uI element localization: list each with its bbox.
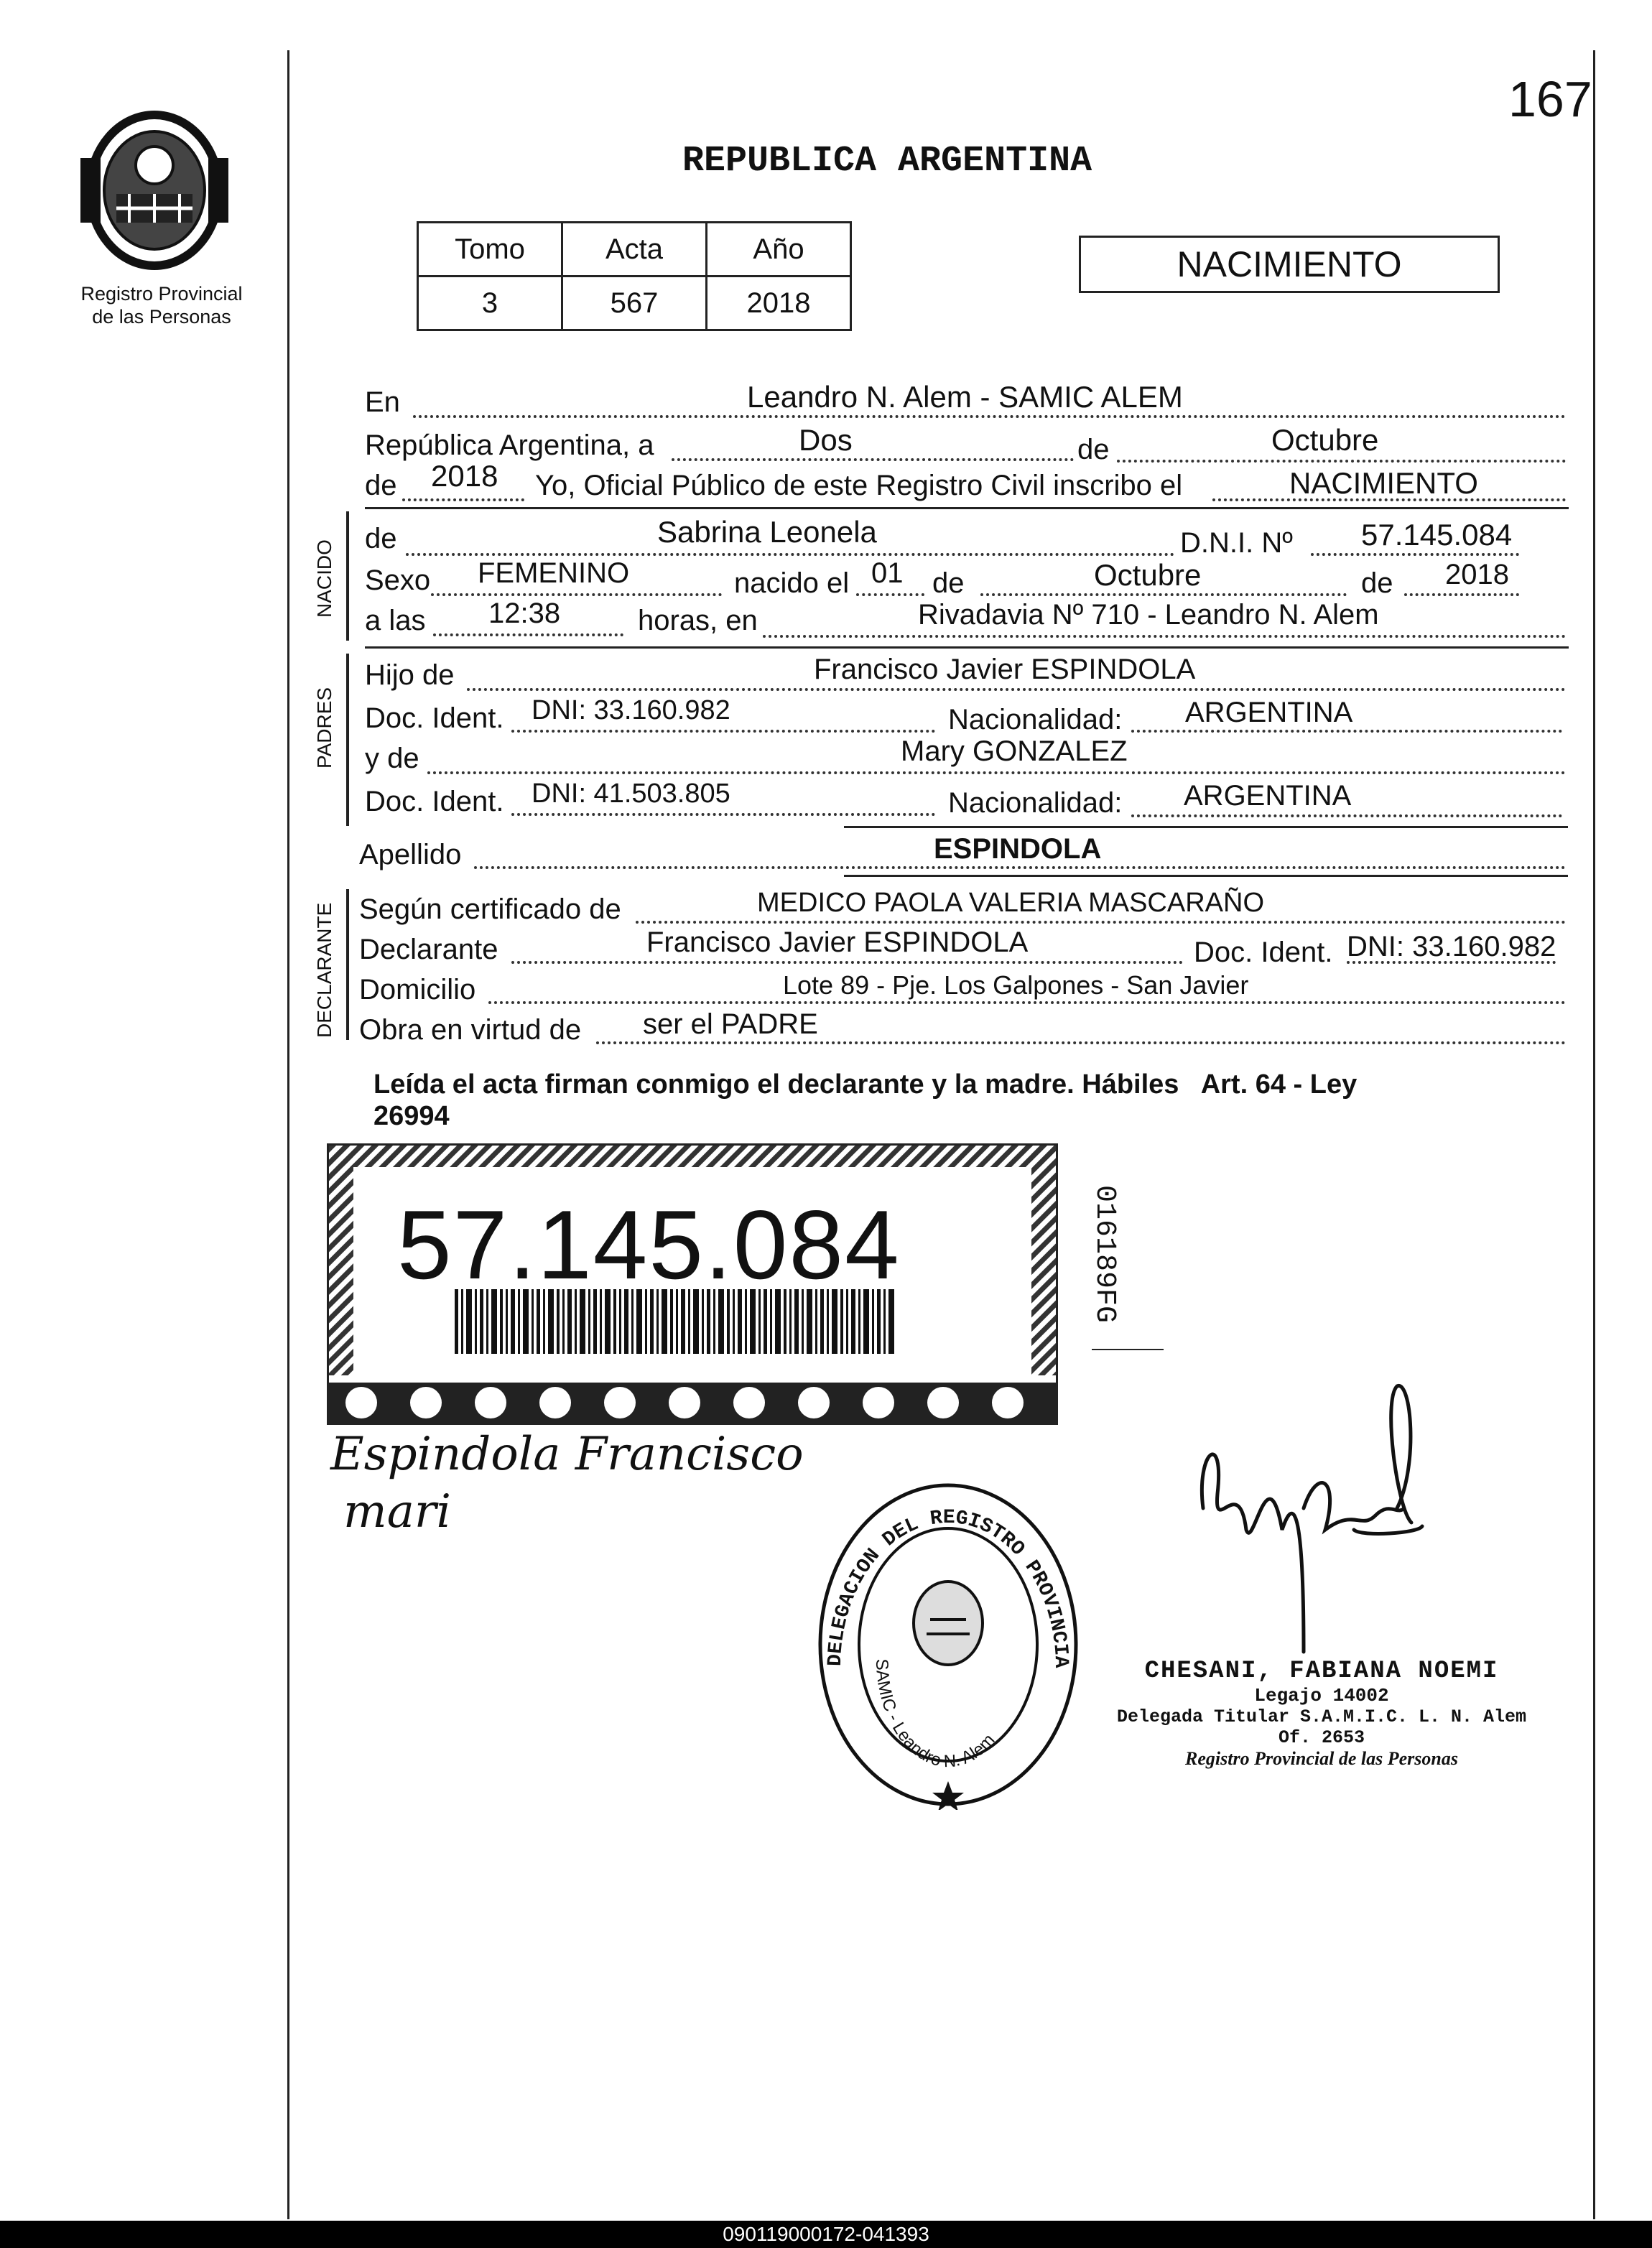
father-doc-dots — [511, 730, 935, 733]
logo-caption-line1: Registro Provincial — [80, 283, 243, 305]
official-role: Delegada Titular S.A.M.I.C. L. N. Alem Of. 2653 — [1116, 1706, 1527, 1748]
father-doc-value: DNI: 33.160.982 — [532, 695, 730, 725]
dni-sticker — [327, 1143, 1058, 1425]
father-nac-label: Nacionalidad: — [948, 704, 1123, 735]
nacido-dni-value: 57.145.084 — [1361, 518, 1513, 552]
yde-label: y de — [365, 743, 419, 774]
sticker-side-code: 016189FG — [1088, 1185, 1120, 1324]
divider-nacido-top — [365, 507, 1569, 509]
time-value: 12:38 — [488, 598, 561, 629]
handwriting-line2: mari — [343, 1485, 451, 1538]
year-dots — [402, 498, 524, 501]
acta-header-tomo: Tomo — [418, 223, 562, 277]
sexo-label: Sexo — [365, 565, 431, 596]
cert-value: MEDICO PAOLA VALERIA MASCARAÑO — [757, 888, 1265, 918]
decl-doc-value: DNI: 33.160.982 — [1347, 931, 1556, 962]
apellido-dots — [474, 866, 1566, 869]
page-title: REPUBLICA ARGENTINA — [682, 141, 1092, 182]
decl-doc-label: Doc. Ident. — [1194, 937, 1333, 968]
father-value: Francisco Javier ESPINDOLA — [814, 654, 1196, 685]
republica-label: República Argentina, a — [365, 429, 654, 461]
acta-value-anio: 2018 — [707, 277, 851, 330]
decl-value: Francisco Javier ESPINDOLA — [646, 926, 1029, 958]
cert-label: Según certificado de — [359, 893, 621, 925]
nacido-de-label: de — [365, 523, 397, 554]
birth-year-value: 2018 — [1445, 559, 1509, 590]
closing-text-line1: Leída el acta firman conmigo el declarante y la madre. Hábiles Art. 64 - Ley — [373, 1069, 1358, 1100]
right-margin-line — [1593, 50, 1595, 2219]
en-label: En — [365, 386, 400, 418]
month-value: Octubre — [1271, 423, 1379, 457]
record-type-box: NACIMIENTO — [1079, 236, 1500, 293]
footer-code: 090119000172-041393 — [0, 2221, 1652, 2248]
sexo-dots — [431, 593, 722, 596]
nacido-name-dots — [406, 553, 1174, 556]
acta-value-acta: 567 — [562, 277, 707, 330]
acta-table — [417, 221, 852, 331]
official-seal-icon — [812, 1480, 1085, 1810]
nacido-section-label: NACIDO — [313, 539, 335, 618]
logo-caption-line2: de las Personas — [92, 306, 231, 328]
mother-value: Mary GONZALEZ — [901, 735, 1128, 767]
mother-dots — [427, 771, 1566, 774]
republica-dots — [672, 458, 1074, 461]
birth-month-dots — [980, 593, 1347, 596]
month-dots — [1117, 460, 1566, 463]
padres-section-label: PADRES — [313, 687, 335, 768]
handwriting-line1: Espindola Francisco — [330, 1428, 804, 1481]
decl-label: Declarante — [359, 934, 498, 965]
nacido-dni-dots — [1311, 553, 1519, 556]
father-nac-dots — [1131, 730, 1562, 733]
handwriting-signature — [330, 1426, 804, 1541]
official-legajo: Legajo 14002 — [1254, 1685, 1389, 1706]
a-las-label: a las — [365, 605, 426, 636]
dom-value: Lote 89 - Pje. Los Galpones - San Javier — [783, 970, 1249, 1000]
sticker-dni-number: 57.145.084 — [397, 1190, 901, 1299]
closing-text-line2: 26994 — [373, 1101, 450, 1131]
dom-label: Domicilio — [359, 974, 476, 1005]
mother-nac-value: ARGENTINA — [1184, 780, 1352, 812]
closing-text — [373, 1069, 1569, 1132]
dom-dots — [488, 1001, 1566, 1004]
day-value: Dos — [799, 423, 853, 457]
apellido-value: ESPINDOLA — [934, 833, 1102, 865]
padres-bar — [346, 654, 349, 826]
nacido-dni-label: D.N.I. Nº — [1180, 527, 1293, 559]
declarante-section-label: DECLARANTE — [313, 902, 335, 1038]
official-name: CHESANI, FABIANA NOEMI — [1144, 1658, 1499, 1685]
father-doc-label: Doc. Ident. — [365, 702, 504, 734]
horas-label: horas, en — [638, 605, 758, 636]
round-stamp — [812, 1480, 1085, 1810]
obra-value: ser el PADRE — [643, 1008, 818, 1040]
hijo-label: Hijo de — [365, 659, 455, 691]
mother-nac-dots — [1131, 814, 1562, 817]
nacido-el-label: nacido el — [734, 567, 850, 599]
birth-de-label: de — [932, 567, 965, 599]
official-office: Registro Provincial de las Personas — [1185, 1748, 1458, 1769]
father-nac-value: ARGENTINA — [1185, 697, 1353, 728]
de-label-1: de — [1077, 434, 1110, 465]
place-dots — [763, 635, 1566, 638]
birth-day-dots — [856, 593, 924, 596]
official-signature — [1182, 1365, 1440, 1681]
misiones-logo — [72, 108, 237, 273]
nacido-bar — [346, 511, 349, 641]
en-dots — [413, 415, 1566, 418]
decl-dots — [511, 961, 1183, 964]
acta-header-acta: Acta — [562, 223, 707, 277]
obra-label: Obra en virtud de — [359, 1014, 582, 1046]
signature-scribble-icon — [1182, 1365, 1440, 1681]
birth-year-dots — [1404, 593, 1519, 596]
acta-value-tomo: 3 — [418, 277, 562, 330]
mother-doc-dots — [511, 813, 935, 816]
mother-doc-value: DNI: 41.503.805 — [532, 779, 730, 809]
coat-of-arms-icon — [72, 108, 237, 273]
inscribo-value: NACIMIENTO — [1289, 466, 1478, 500]
acta-header-anio: Año — [707, 223, 851, 277]
divider-declarante-top — [844, 875, 1568, 877]
time-dots — [433, 633, 623, 636]
father-dots — [467, 688, 1566, 691]
yo-text: Yo, Oficial Público de este Registro Civil inscribo el — [535, 470, 1183, 501]
declarante-bar — [346, 889, 349, 1040]
apellido-label: Apellido — [359, 839, 462, 870]
birth-day-value: 01 — [871, 557, 904, 589]
birth-de-label-2: de — [1361, 567, 1393, 599]
divider-apellido-top — [844, 826, 1568, 828]
divider-padres-top — [365, 646, 1569, 649]
place-value: Rivadavia Nº 710 - Leandro N. Alem — [918, 599, 1379, 631]
year-value: 2018 — [431, 459, 498, 493]
sticker-side-mark — [1092, 1349, 1164, 1350]
mother-nac-label: Nacionalidad: — [948, 787, 1123, 819]
mother-doc-label: Doc. Ident. — [365, 786, 504, 817]
left-margin-line — [287, 50, 289, 2219]
en-value: Leandro N. Alem - SAMIC ALEM — [747, 380, 1183, 414]
logo-caption — [57, 282, 266, 328]
cert-dots — [636, 921, 1566, 924]
obra-dots — [596, 1041, 1566, 1044]
sexo-value: FEMENINO — [478, 557, 630, 589]
official-block — [1099, 1658, 1544, 1770]
de-label-2: de — [365, 470, 397, 501]
seal-outer-text: DELEGACION DEL REGISTRO PROVINCIA — [824, 1506, 1072, 1668]
page-number: 167 — [1508, 71, 1592, 127]
birth-month-value: Octubre — [1094, 558, 1202, 592]
svg-text:SAMIC - Leandro N. Alem — [872, 1658, 999, 1771]
seal-inner-text: SAMIC - Leandro N. Alem — [871, 1658, 999, 1772]
nacido-name-value: Sabrina Leonela — [657, 515, 877, 549]
